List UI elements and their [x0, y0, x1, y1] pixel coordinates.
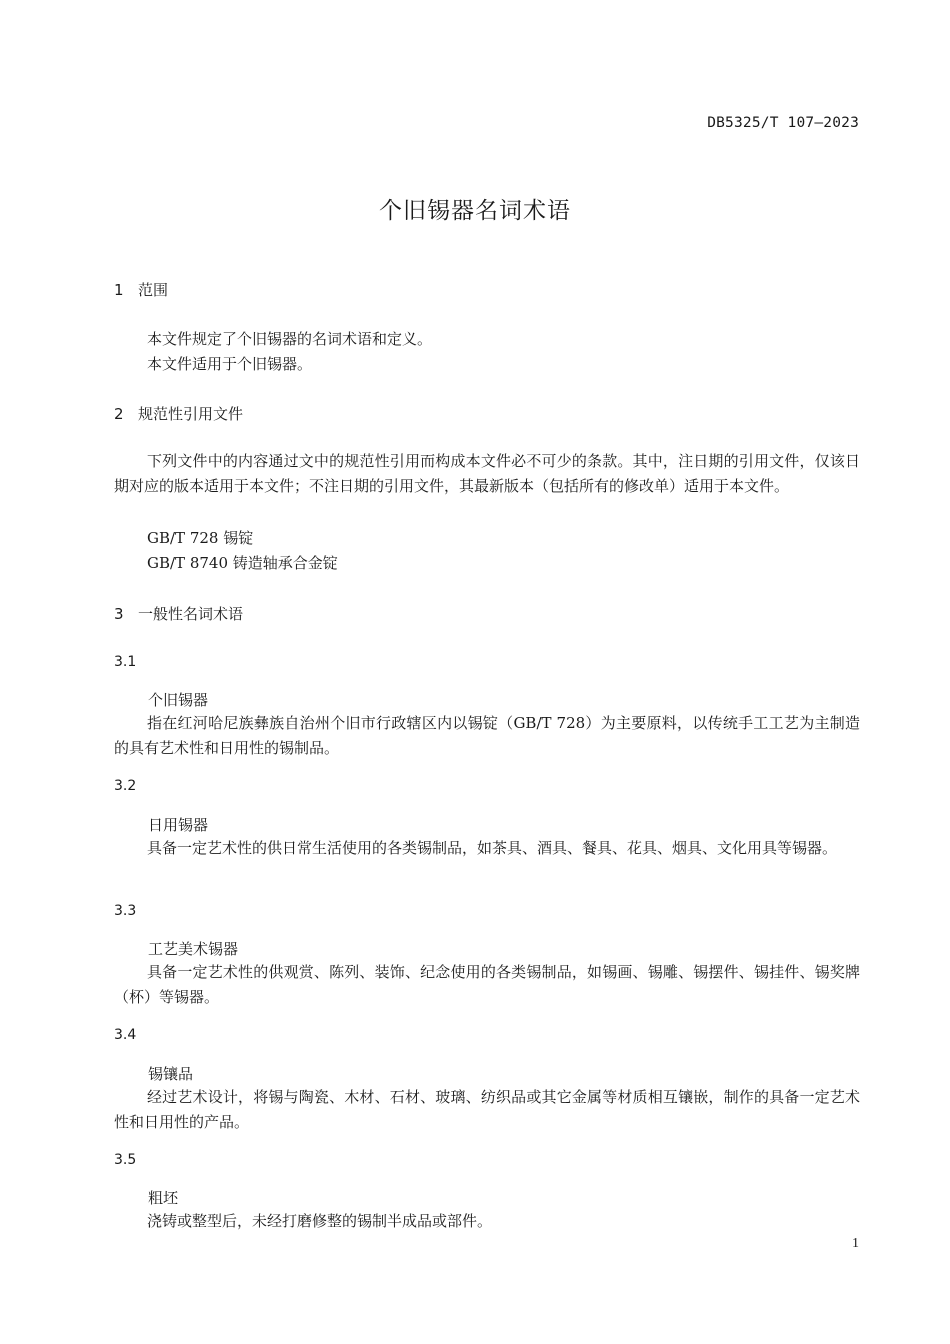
term-heading: 日用锡器 — [148, 816, 209, 834]
reference-item: GB/T 8740 铸造轴承合金锭 — [147, 554, 338, 572]
scope-line-2: 本文件适用于个旧锡器。 — [147, 355, 313, 373]
clause-number: 3.2 — [114, 778, 137, 794]
section-number: 2 — [114, 405, 124, 423]
page-number: 1 — [852, 1236, 859, 1251]
term-definition: 具备一定艺术性的供观赏、陈列、装饰、纪念使用的各类锡制品，如锡画、锡雕、锡摆件、锡挂件、锡奖牌（杯）等锡器。 — [114, 963, 860, 1006]
section-title: 规范性引用文件 — [138, 405, 244, 423]
normative-references-paragraph: 下列文件中的内容通过文中的规范性引用而构成本文件必不可少的条款。其中，注日期的引用文件，仅该日期对应的版本适用于本文件；不注日期的引用文件，其最新版本（包括所有的修改单）适用于本文件。 — [114, 452, 860, 495]
term-heading: 锡镶品 — [148, 1065, 194, 1083]
term-definition: 具备一定艺术性的供日常生活使用的各类锡制品，如茶具、酒具、餐具、花具、烟具、文化用具等锡器。 — [147, 839, 838, 857]
document-code: DB5325/T 107—2023 — [707, 115, 859, 131]
clause-number: 3.4 — [114, 1027, 137, 1043]
term-definition: 浇铸或整型后，未经打磨修整的锡制半成品或部件。 — [147, 1212, 493, 1230]
clause-number: 3.3 — [114, 903, 137, 919]
section-title: 范围 — [138, 281, 169, 299]
term-heading: 工艺美术锡器 — [148, 940, 239, 958]
section-number: 3 — [114, 605, 124, 623]
section-heading-3 — [114, 603, 243, 624]
scope-line-1: 本文件规定了个旧锡器的名词术语和定义。 — [147, 330, 433, 348]
term-heading: 粗坯 — [148, 1189, 179, 1207]
section-heading-1 — [114, 279, 168, 300]
document-title: 个旧锡器名词术语 — [379, 198, 571, 224]
term-heading: 个旧锡器 — [148, 691, 209, 709]
clause-number: 3.1 — [114, 654, 137, 670]
term-definition: 经过艺术设计，将锡与陶瓷、木材、石材、玻璃、纺织品或其它金属等材质相互镶嵌，制作的具备一定艺术性和日用性的产品。 — [114, 1088, 860, 1131]
section-title: 一般性名词术语 — [138, 605, 244, 623]
term-definition: 指在红河哈尼族彝族自治州个旧市行政辖区内以锡锭（GB/T 728）为主要原料，以传统手工工艺为主制造的具有艺术性和日用性的锡制品。 — [114, 714, 860, 757]
clause-number: 3.5 — [114, 1152, 137, 1168]
reference-item: GB/T 728 锡锭 — [147, 529, 254, 547]
section-number: 1 — [114, 281, 124, 299]
section-heading-2 — [114, 403, 243, 424]
